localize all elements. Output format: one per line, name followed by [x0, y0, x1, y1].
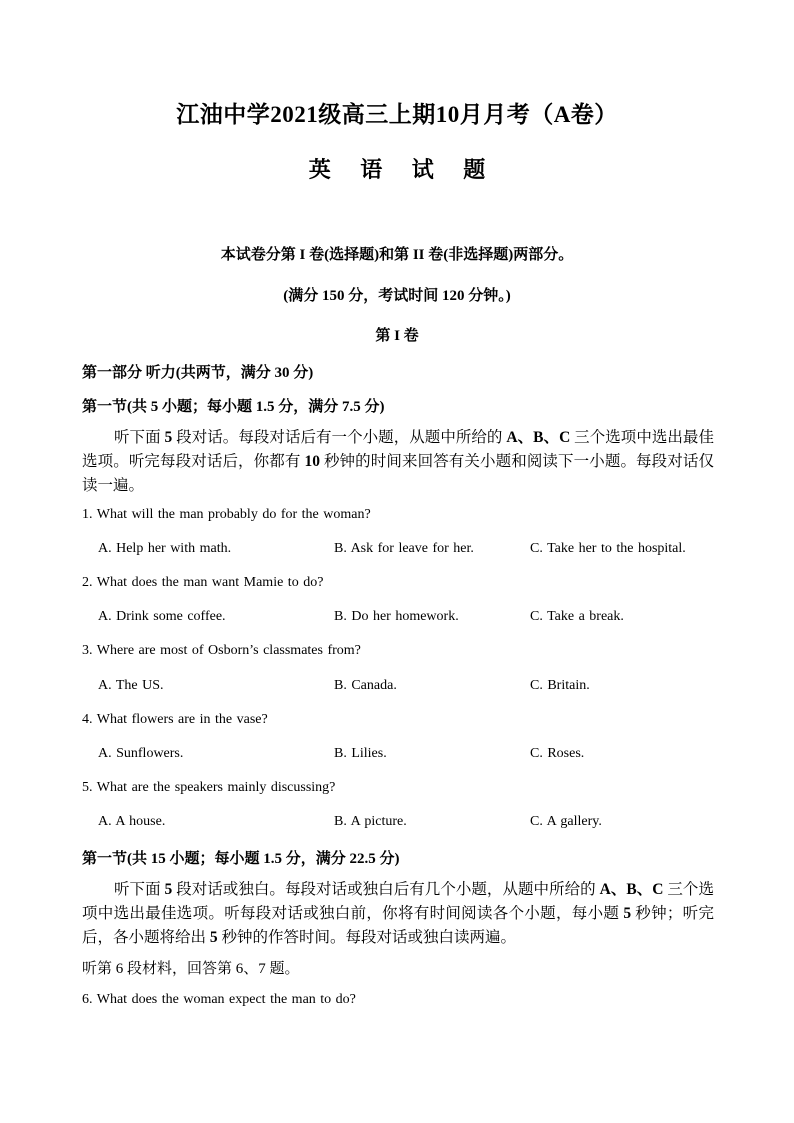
question-3-option-c: C. Britain.: [530, 678, 590, 693]
question-6: 6. What does the woman expect the man to do?: [82, 992, 356, 1007]
section2-heading: 第一节(共 15 小题；每小题 1.5 分，满分 22.5 分): [82, 851, 400, 867]
question-4-option-a: A. Sunflowers.: [98, 746, 184, 761]
question-2-option-c: C. Take a break.: [530, 609, 624, 624]
question-1-option-a: A. Help her with math.: [98, 541, 232, 556]
part1-heading: 第一部分 听力(共两节，满分 30 分): [82, 365, 314, 381]
question-2-option-b: B. Do her homework.: [334, 609, 459, 624]
question-4-option-b: B. Lilies.: [334, 746, 387, 761]
volume-label: 第 I 卷: [375, 328, 419, 344]
question-1: 1. What will the man probably do for the woman?: [82, 507, 371, 522]
question-5-option-a: A. A house.: [98, 814, 166, 829]
exam-title: 江油中学2021级高三上期10月月考（A卷）: [176, 102, 618, 127]
question-5-option-c: C. A gallery.: [530, 814, 602, 829]
question-5-option-b: B. A picture.: [334, 814, 407, 829]
question-2: 2. What does the man want Mamie to do?: [82, 575, 324, 590]
question-4: 4. What flowers are in the vase?: [82, 712, 268, 727]
question-3-option-a: A. The US.: [98, 678, 164, 693]
section1-heading: 第一节(共 5 小题；每小题 1.5 分，满分 7.5 分): [82, 399, 385, 415]
question-1-option-b: B. Ask for leave for her.: [334, 541, 474, 556]
intro-line: 本试卷分第 I 卷(选择题)和第 II 卷(非选择题)两部分。: [220, 247, 574, 263]
question-3: 3. Where are most of Osborn’s classmates from?: [82, 643, 361, 658]
question-5: 5. What are the speakers mainly discussing?: [82, 780, 336, 795]
section2-instructions: 听下面 5 段对话或独白。每段对话或独白后有几个小题，从题中所给的 A、B、C 三个选项中选出最佳选项。听每段对话或独白前，你将有时间阅读各个小题，每小题 5 秒钟；听完后，各小题将给出 5 秒钟的作答时间。每段对话或独白读两遍。: [82, 881, 714, 946]
score-line: (满分 150 分，考试时间 120 分钟。): [283, 288, 511, 304]
question-1-option-c: C. Take her to the hospital.: [530, 541, 686, 556]
question-4-option-c: C. Roses.: [530, 746, 585, 761]
question-2-option-a: A. Drink some coffee.: [98, 609, 226, 624]
exam-subtitle: 英 语 试 题: [308, 157, 498, 182]
material-6-label: 听第 6 段材料，回答第 6、7 题。: [82, 961, 300, 977]
question-3-option-b: B. Canada.: [334, 678, 397, 693]
section1-instructions: 听下面 5 段对话。每段对话后有一个小题，从题中所给的 A、B、C 三个选项中选出最佳选项。听完每段对话后，你都有 10 秒钟的时间来回答有关小题和阅读下一小题。每段对话仅读一遍。: [82, 429, 714, 494]
